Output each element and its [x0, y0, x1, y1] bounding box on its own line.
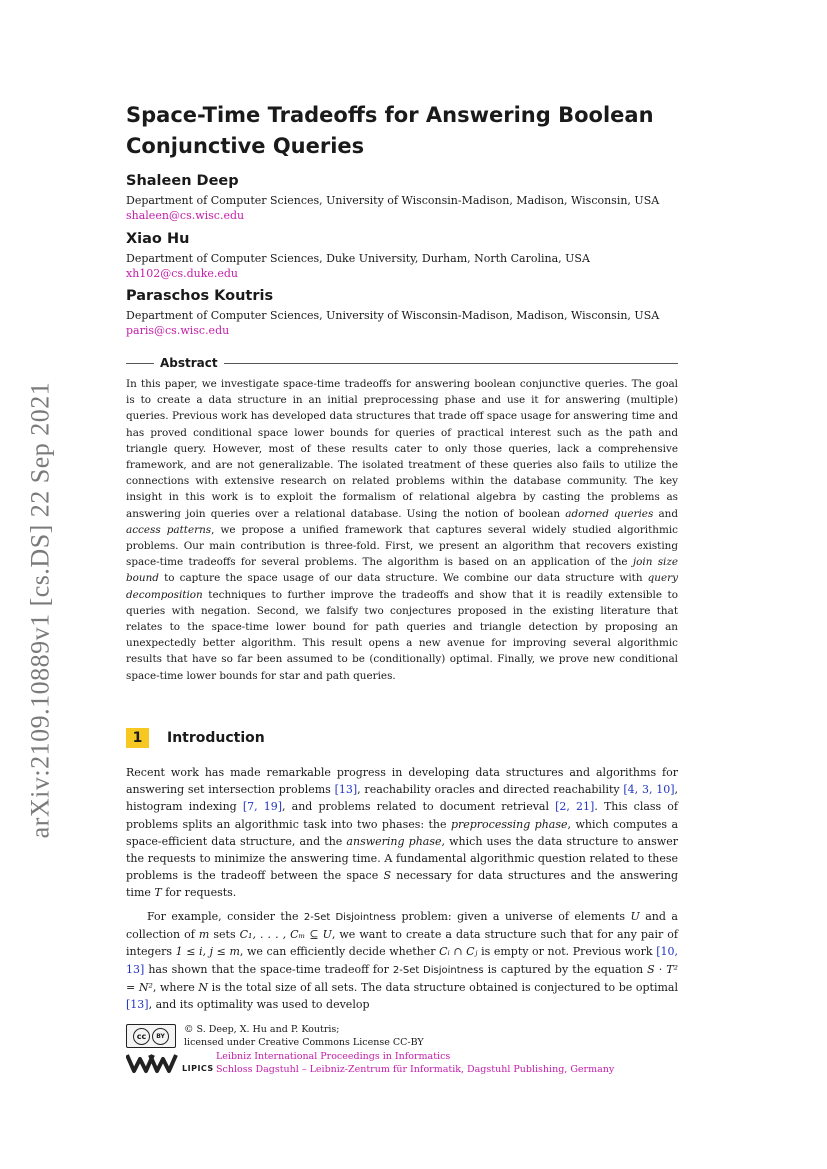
section-heading	[126, 727, 678, 749]
text-segment: , and its optimality was used to develop	[148, 998, 370, 1012]
author-affiliation: Department of Computer Sciences, University of Wisconsin-Madison, Madison, Wisconsin, USA	[126, 194, 660, 207]
lipics-logo	[126, 1051, 216, 1075]
abstract-emphasis: adorned queries	[565, 507, 654, 520]
text-segment: is the total size of all sets. The data structure obtained is conjectured to be optimal	[207, 980, 679, 994]
abstract-segment: to capture the space usage of our data structure. We combine our data structure with	[158, 572, 648, 585]
citation-link[interactable]: [10, 13]	[126, 945, 678, 976]
lipics-label: LIPICS	[182, 1064, 214, 1073]
citation-link[interactable]: [4, 3, 10]	[623, 783, 675, 797]
abstract-emphasis: query decomposition	[126, 572, 678, 601]
abstract-emphasis: join size bound	[126, 556, 678, 585]
citation-link[interactable]: [13]	[126, 998, 149, 1012]
text-segment: for requests.	[161, 886, 237, 900]
math-expression: S · T² = N²	[126, 962, 679, 994]
math-expression: m	[198, 928, 210, 942]
abstract-heading	[126, 355, 678, 371]
author-affiliation: Department of Computer Sciences, University of Wisconsin-Madison, Madison, Wisconsin, USA	[126, 309, 660, 322]
lipics-wave-icon	[126, 1051, 180, 1075]
math-expression: N	[198, 980, 208, 994]
cc-icon: cc	[133, 1028, 150, 1045]
problem-name: 2-Set Disjointness	[303, 912, 396, 923]
emphasis-term: answering phase	[346, 834, 442, 848]
intro-paragraph-1	[126, 764, 678, 902]
text-segment: , we want to create a data structure such that for any pair of integers	[126, 928, 678, 959]
title-line-2: Conjunctive Queries	[126, 134, 365, 158]
section-title: Introduction	[167, 730, 265, 746]
abstract-segment: , we propose a unified framework that captures several widely studied algorithmic problems. Our main contribution is three-fold. First, we present an algorithm that recovers existing space-time tradeoffs for several problems. The algorithm is based on an application of the	[126, 523, 678, 569]
publisher-row	[126, 1051, 678, 1076]
cc-by-badge-icon	[126, 1024, 176, 1048]
arxiv-identifier: arXiv:2109.10889v1 [cs.DS] 22 Sep 2021	[25, 381, 55, 839]
problem-name: 2-Set Disjointness	[392, 964, 484, 976]
intro-paragraph-2	[126, 908, 678, 1013]
abstract-label: Abstract	[160, 356, 218, 370]
text-segment: , histogram indexing	[126, 783, 678, 814]
text-segment: is captured by the equation	[483, 962, 648, 976]
license-row	[126, 1024, 678, 1049]
arxiv-sidebar	[22, 370, 58, 850]
section-number: 1	[126, 728, 149, 748]
citation-link[interactable]: [2, 21]	[555, 800, 595, 814]
text-segment: sets	[209, 928, 240, 942]
author-block	[126, 287, 686, 338]
author-email-link[interactable]: paris@cs.wisc.edu	[126, 324, 230, 337]
math-expression: C₁, . . . , Cₘ ⊆ U	[239, 928, 332, 942]
emphasis-term: preprocessing phase	[450, 817, 568, 831]
text-segment: For example, consider the	[147, 910, 304, 923]
author-email-link[interactable]: shaleen@cs.wisc.edu	[126, 209, 245, 222]
text-segment: , reachability oracles and directed reachability	[357, 783, 624, 797]
math-expression: U	[630, 910, 640, 923]
license-text	[184, 1024, 424, 1049]
author-name: Shaleen Deep	[126, 173, 239, 189]
publisher-link[interactable]: Schloss Dagstuhl – Leibniz-Zentrum für Informatik, Dagstuhl Publishing, Germany	[216, 1063, 615, 1075]
text-segment: , which uses the data structure to answer the requests to minimize the answering time. A fundamental algorithmic question related to these problems is the tradeoff between the space	[126, 834, 678, 883]
math-variable: T	[154, 886, 162, 900]
author-name: Xiao Hu	[126, 231, 190, 247]
abstract-text	[126, 376, 678, 684]
text-segment: , which computes a space-efficient data structure, and the	[126, 817, 678, 848]
author-block	[126, 172, 686, 223]
text-segment: is empty or not. Previous work	[477, 945, 657, 959]
text-segment: Recent work has made remarkable progress in developing data structures and algorithms for answering set intersection problems	[126, 766, 678, 797]
by-icon: BY	[152, 1028, 169, 1045]
text-segment: , where	[152, 980, 199, 994]
title-line-1: Space-Time Tradeoffs for Answering Boolean	[126, 103, 654, 127]
abstract-rule-right	[224, 363, 678, 364]
text-segment: , we can efficiently decide whether	[239, 945, 440, 959]
abstract-segment: and	[653, 507, 678, 520]
paper-title	[126, 100, 686, 162]
text-segment: necessary for data structures and the answering time	[126, 869, 678, 900]
citation-link[interactable]: [13]	[334, 783, 358, 797]
text-segment: , and problems related to document retrieval	[282, 800, 556, 814]
publisher-text	[216, 1051, 614, 1076]
author-email-link[interactable]: xh102@cs.duke.edu	[126, 267, 239, 280]
text-segment: problem: given a universe of elements	[396, 910, 631, 923]
author-block	[126, 230, 686, 281]
text-segment: . This class of problems splits an algorithmic task into two phases: the	[126, 800, 678, 831]
citation-link[interactable]: [7, 19]	[242, 800, 283, 814]
math-expression: Cᵢ ∩ Cⱼ	[439, 945, 478, 959]
abstract-segment: techniques to further improve the tradeoffs and show that it is readily extensible to queries with negation. Second, we falsify two conjectures proposed in the existing literature that relates to the space-time lower bound for path queries and triangle detection by proposing an unexpectedly better algorithm. This result opens a new avenue for improving several algorithmic results that have so far been assumed to be (conditionally) optimal. Finally, we prove new conditional space-time lower bounds for star and path queries.	[126, 588, 678, 682]
author-affiliation: Department of Computer Sciences, Duke University, Durham, North Carolina, USA	[126, 252, 590, 265]
math-variable: S	[383, 869, 392, 883]
text-segment: and a collection of	[126, 910, 678, 942]
license-line: licensed under Creative Commons License CC-BY	[184, 1036, 424, 1048]
copyright-line: © S. Deep, X. Hu and P. Koutris;	[184, 1024, 340, 1035]
math-expression: 1 ≤ i, j ≤ m	[175, 945, 240, 959]
author-name: Paraschos Koutris	[126, 288, 274, 304]
page-footer	[126, 1024, 678, 1076]
abstract-rule-left	[126, 363, 154, 364]
series-link[interactable]: Leibniz International Proceedings in Informatics	[216, 1051, 451, 1062]
text-segment: has shown that the space-time tradeoff for	[144, 962, 393, 976]
abstract-emphasis: access patterns	[126, 523, 212, 536]
abstract-segment: In this paper, we investigate space-time tradeoffs for answering boolean conjunctive queries. The goal is to create a data structure in an initial preprocessing phase and use it for answering (multiple) queries. Previous work has developed data structures that trade off space usage for answering time and has proved conditional space lower bounds for queries of practical interest such as the path and triangle query. However, most of these results cater to only those queries, lack a comprehensive framework, and are not generalizable. The isolated treatment of these queries also fails to utilize the connections with extensive research on related problems within the database community. The key insight in this work is to exploit the formalism of relational algebra by casting the problems as answering join queries over a relational database. Using the notion of boolean	[126, 378, 678, 520]
